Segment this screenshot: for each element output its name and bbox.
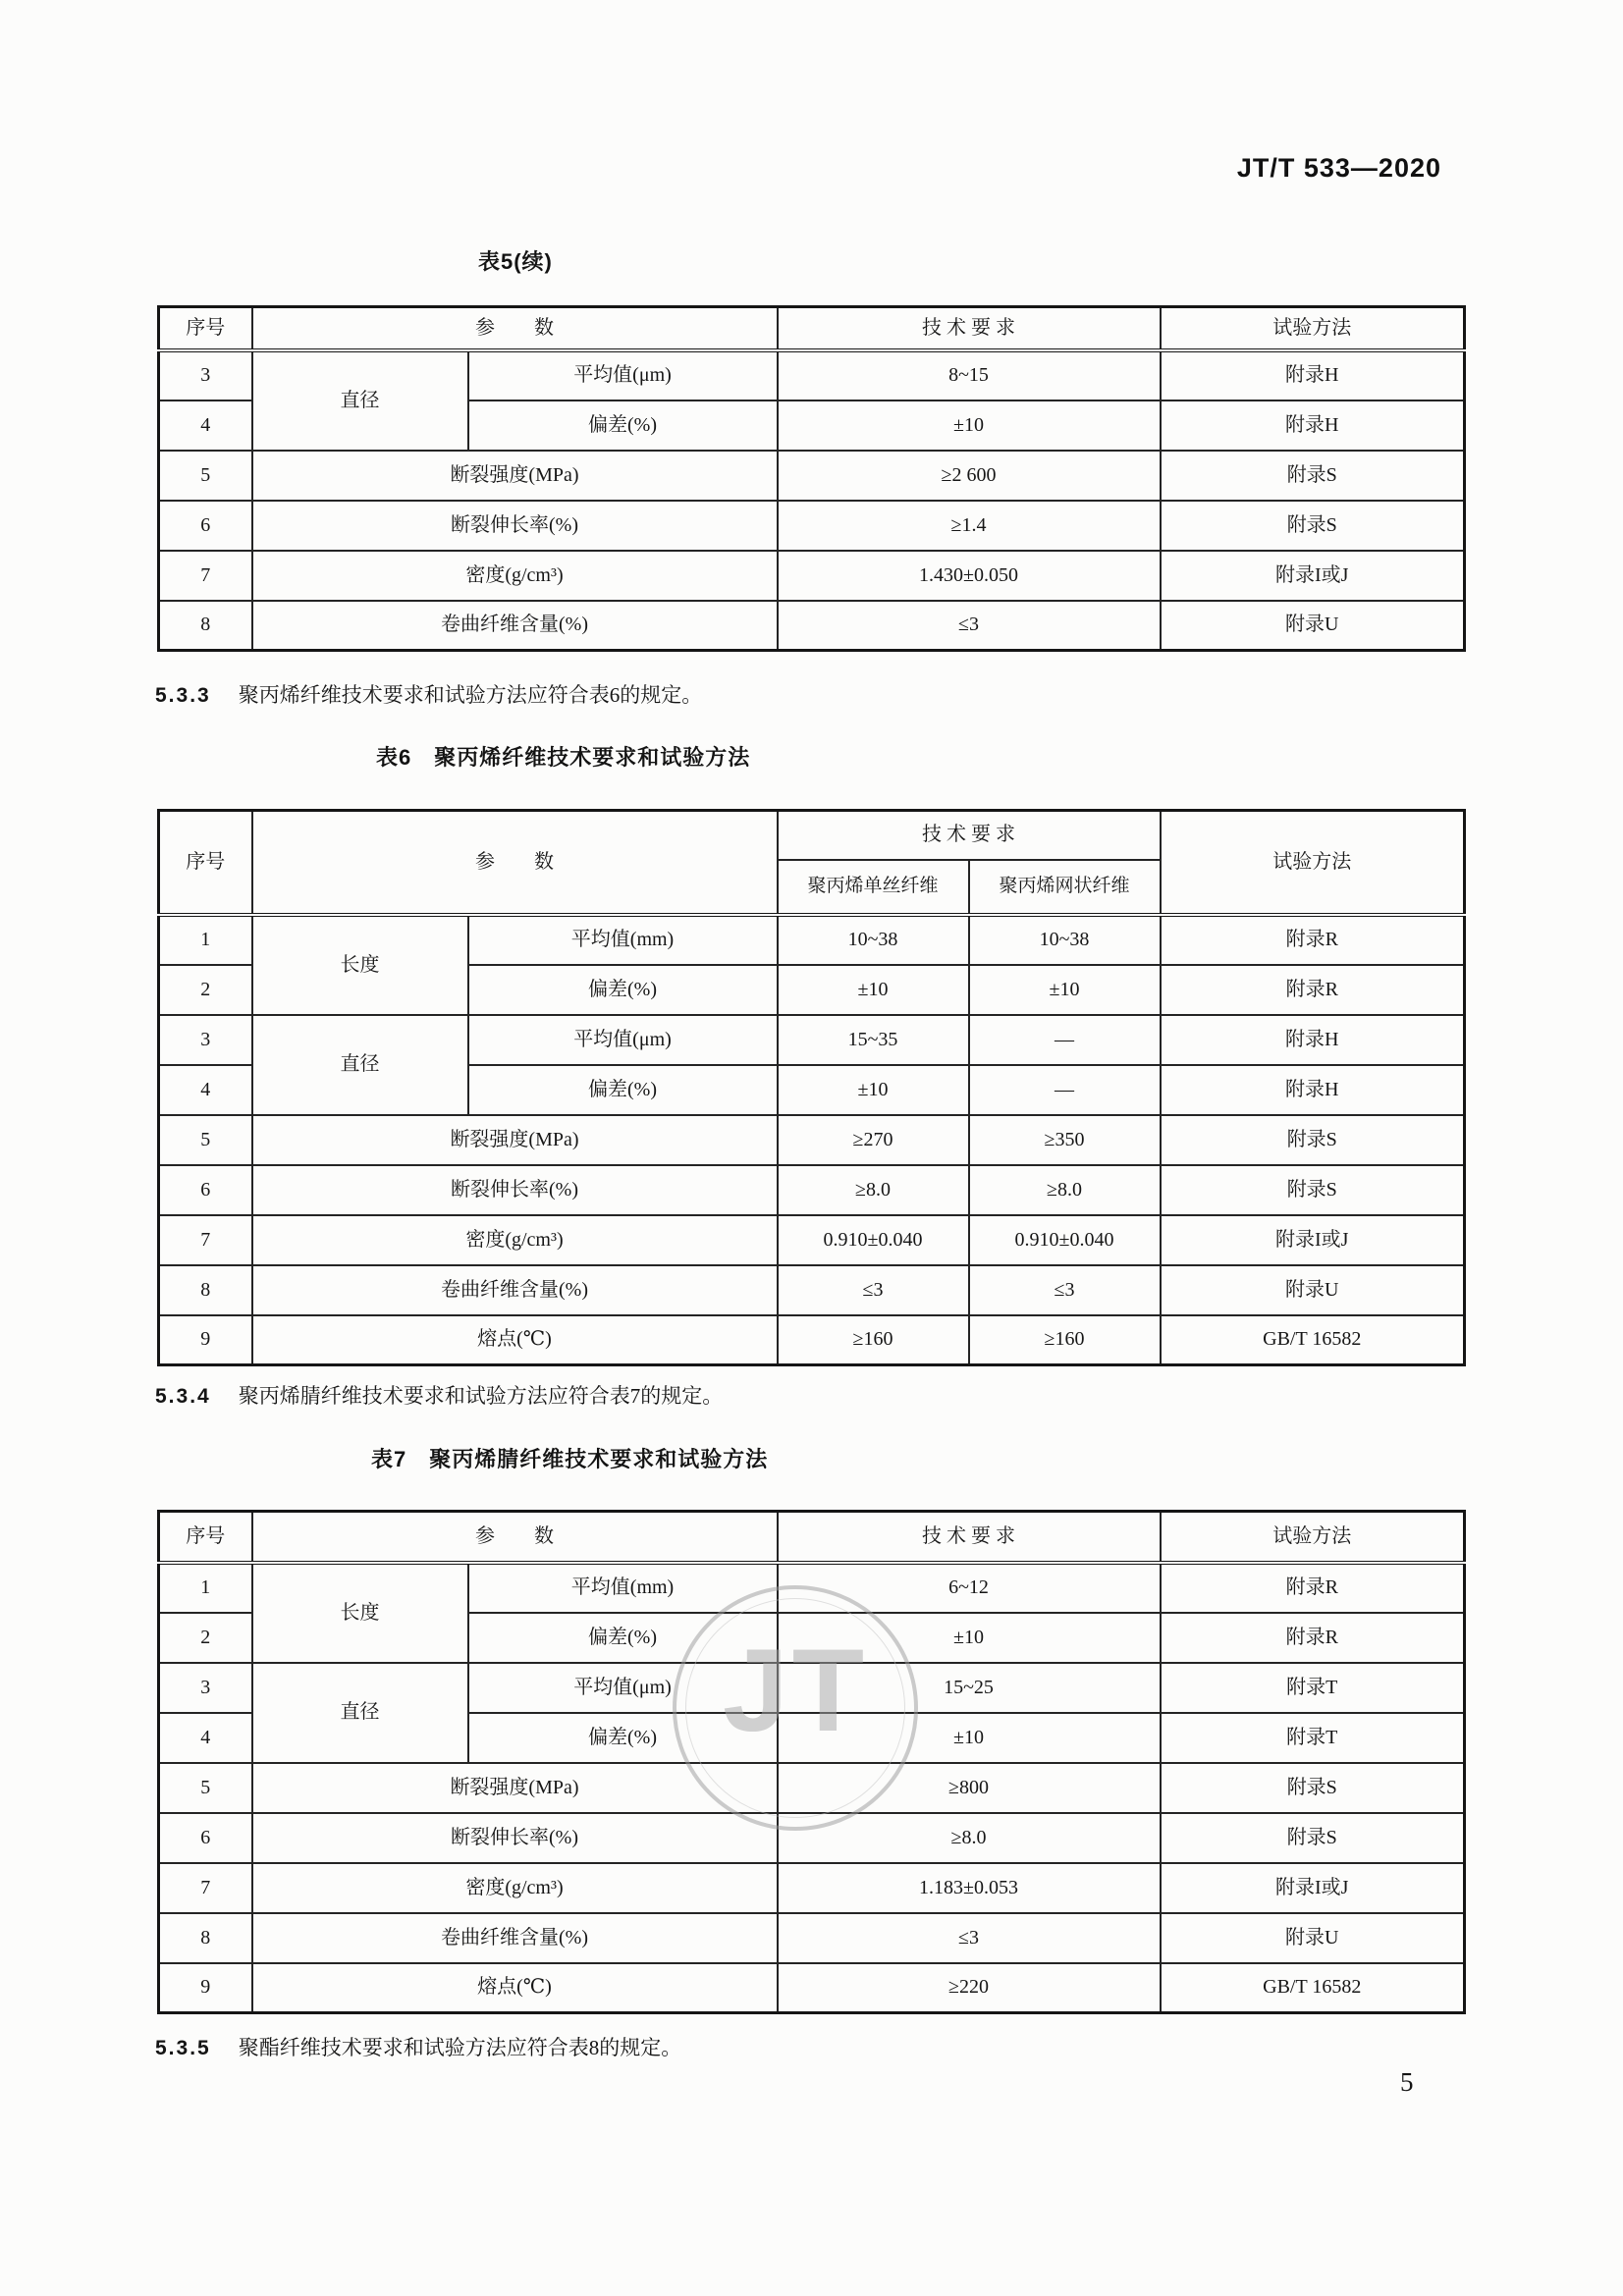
cell-req: ±10 xyxy=(778,1613,1161,1663)
col-header-param: 参 数 xyxy=(252,307,778,350)
table7 xyxy=(157,1510,1466,2014)
cell-param: 卷曲纤维含量(%) xyxy=(252,1913,778,1963)
cell-method: 附录S xyxy=(1161,1813,1465,1863)
cell-req1: ±10 xyxy=(778,1065,969,1115)
clause-text: 聚酯纤维技术要求和试验方法应符合表8的规定。 xyxy=(238,2036,682,2059)
cell-param: 平均值(mm) xyxy=(468,915,778,965)
col-header-no: 序号 xyxy=(159,1512,252,1563)
col-subheader-mesh: 聚丙烯网状纤维 xyxy=(969,860,1161,915)
seal-text: JT xyxy=(722,1625,869,1756)
cell-method: 附录H xyxy=(1161,350,1465,400)
col-header-no: 序号 xyxy=(159,811,252,915)
cell-req2: — xyxy=(969,1015,1161,1065)
cell-req: ≥800 xyxy=(778,1763,1161,1813)
cell-method: 附录T xyxy=(1161,1713,1465,1763)
table-row xyxy=(159,1563,1465,1613)
cell-no: 2 xyxy=(159,1613,252,1663)
cell-method: 附录U xyxy=(1161,1913,1465,1963)
cell-method: 附录I或J xyxy=(1161,1863,1465,1913)
table-header-row xyxy=(159,811,1465,860)
clause-text: 聚丙烯纤维技术要求和试验方法应符合表6的规定。 xyxy=(238,683,703,707)
cell-param: 断裂伸长率(%) xyxy=(252,1165,778,1215)
cell-req: ≥1.4 xyxy=(778,501,1161,551)
cell-no: 6 xyxy=(159,1165,252,1215)
cell-method: 附录U xyxy=(1161,1265,1465,1315)
cell-no: 5 xyxy=(159,1763,252,1813)
cell-param: 密度(g/cm³) xyxy=(252,1215,778,1265)
cell-req1: 0.910±0.040 xyxy=(778,1215,969,1265)
cell-req1: ±10 xyxy=(778,965,969,1015)
clause-text: 聚丙烯腈纤维技术要求和试验方法应符合表7的规定。 xyxy=(238,1384,724,1408)
cell-req: 6~12 xyxy=(778,1563,1161,1613)
cell-method: 附录R xyxy=(1161,1613,1465,1663)
cell-group: 直径 xyxy=(252,350,468,451)
cell-no: 7 xyxy=(159,551,252,601)
cell-no: 4 xyxy=(159,1065,252,1115)
cell-group: 直径 xyxy=(252,1663,468,1763)
cell-method: 附录S xyxy=(1161,1165,1465,1215)
cell-method: 附录T xyxy=(1161,1663,1465,1713)
cell-method: 附录S xyxy=(1161,1115,1465,1165)
cell-no: 2 xyxy=(159,965,252,1015)
table-row xyxy=(159,1963,1465,2013)
standard-code: JT/T 533—2020 xyxy=(1236,153,1441,183)
cell-no: 9 xyxy=(159,1963,252,2013)
col-header-param: 参 数 xyxy=(252,1512,778,1563)
cell-param: 平均值(mm) xyxy=(468,1563,778,1613)
cell-param: 断裂伸长率(%) xyxy=(252,1813,778,1863)
cell-req2: ≤3 xyxy=(969,1265,1161,1315)
table-row xyxy=(159,1315,1465,1365)
table6-title: 表6 聚丙烯纤维技术要求和试验方法 xyxy=(376,745,751,770)
cell-no: 4 xyxy=(159,400,252,451)
cell-param: 密度(g/cm³) xyxy=(252,551,778,601)
cell-no: 8 xyxy=(159,601,252,651)
col-header-req: 技 术 要 求 xyxy=(778,811,1161,860)
cell-method: 附录I或J xyxy=(1161,551,1465,601)
col-header-method: 试验方法 xyxy=(1161,811,1465,915)
cell-param: 卷曲纤维含量(%) xyxy=(252,1265,778,1315)
cell-no: 5 xyxy=(159,451,252,501)
col-header-req: 技 术 要 求 xyxy=(778,1512,1161,1563)
table-row xyxy=(159,1115,1465,1165)
table-row xyxy=(159,501,1465,551)
table-row xyxy=(159,1015,1465,1065)
cell-method: 附录R xyxy=(1161,1563,1465,1613)
cell-req1: ≥8.0 xyxy=(778,1165,969,1215)
clause-number: 5.3.5 xyxy=(155,2037,211,2059)
cell-param: 偏差(%) xyxy=(468,1065,778,1115)
cell-param: 密度(g/cm³) xyxy=(252,1863,778,1913)
cell-no: 4 xyxy=(159,1713,252,1763)
table6 xyxy=(157,809,1466,1366)
cell-method: 附录R xyxy=(1161,915,1465,965)
cell-no: 7 xyxy=(159,1863,252,1913)
cell-req: 1.430±0.050 xyxy=(778,551,1161,601)
cell-req2: ≥8.0 xyxy=(969,1165,1161,1215)
clause-5-3-4 xyxy=(155,1380,723,1410)
cell-req1: ≤3 xyxy=(778,1265,969,1315)
cell-param: 断裂伸长率(%) xyxy=(252,501,778,551)
cell-no: 1 xyxy=(159,1563,252,1613)
col-header-method: 试验方法 xyxy=(1161,307,1465,350)
table-row xyxy=(159,1863,1465,1913)
cell-param: 卷曲纤维含量(%) xyxy=(252,601,778,651)
cell-no: 3 xyxy=(159,1663,252,1713)
cell-param: 平均值(μm) xyxy=(468,1663,778,1713)
cell-group: 直径 xyxy=(252,1015,468,1115)
table-row xyxy=(159,1265,1465,1315)
cell-method: 附录S xyxy=(1161,1763,1465,1813)
cell-param: 偏差(%) xyxy=(468,1713,778,1763)
cell-method: GB/T 16582 xyxy=(1161,1963,1465,2013)
table-row xyxy=(159,1813,1465,1863)
cell-no: 6 xyxy=(159,1813,252,1863)
cell-req: ≤3 xyxy=(778,1913,1161,1963)
table-row xyxy=(159,1763,1465,1813)
table5-title: 表5(续) xyxy=(478,249,553,274)
table-row xyxy=(159,601,1465,651)
cell-req1: ≥270 xyxy=(778,1115,969,1165)
table-header-row xyxy=(159,1512,1465,1563)
col-header-method: 试验方法 xyxy=(1161,1512,1465,1563)
table-row xyxy=(159,1215,1465,1265)
cell-no: 5 xyxy=(159,1115,252,1165)
col-header-param: 参 数 xyxy=(252,811,778,915)
cell-req: ±10 xyxy=(778,1713,1161,1763)
cell-group: 长度 xyxy=(252,915,468,1015)
cell-param: 熔点(℃) xyxy=(252,1315,778,1365)
cell-param: 熔点(℃) xyxy=(252,1963,778,2013)
col-header-no: 序号 xyxy=(159,307,252,350)
cell-req: ≥8.0 xyxy=(778,1813,1161,1863)
table-row xyxy=(159,1913,1465,1963)
table-row xyxy=(159,915,1465,965)
cell-req2: 10~38 xyxy=(969,915,1161,965)
cell-method: 附录I或J xyxy=(1161,1215,1465,1265)
cell-no: 3 xyxy=(159,350,252,400)
table-row xyxy=(159,350,1465,400)
cell-req2: ±10 xyxy=(969,965,1161,1015)
cell-req1: 10~38 xyxy=(778,915,969,965)
cell-req: 8~15 xyxy=(778,350,1161,400)
cell-param: 平均值(μm) xyxy=(468,1015,778,1065)
cell-req1: 15~35 xyxy=(778,1015,969,1065)
cell-group: 长度 xyxy=(252,1563,468,1663)
table-row xyxy=(159,1165,1465,1215)
clause-number: 5.3.3 xyxy=(155,684,211,707)
cell-method: 附录U xyxy=(1161,601,1465,651)
table5 xyxy=(157,305,1466,652)
table7-title: 表7 聚丙烯腈纤维技术要求和试验方法 xyxy=(371,1447,769,1471)
page-number: 5 xyxy=(1400,2067,1414,2097)
cell-no: 8 xyxy=(159,1265,252,1315)
cell-req: ±10 xyxy=(778,400,1161,451)
cell-method: 附录H xyxy=(1161,1015,1465,1065)
cell-param: 偏差(%) xyxy=(468,1613,778,1663)
cell-req2: 0.910±0.040 xyxy=(969,1215,1161,1265)
clause-number: 5.3.4 xyxy=(155,1385,211,1408)
cell-no: 6 xyxy=(159,501,252,551)
table-row xyxy=(159,551,1465,601)
cell-no: 3 xyxy=(159,1015,252,1065)
cell-req2: ≥160 xyxy=(969,1315,1161,1365)
clause-5-3-5 xyxy=(155,2032,681,2061)
cell-param: 断裂强度(MPa) xyxy=(252,1763,778,1813)
table-header-row xyxy=(159,307,1465,350)
col-subheader-monofilament: 聚丙烯单丝纤维 xyxy=(778,860,969,915)
cell-req: 15~25 xyxy=(778,1663,1161,1713)
cell-method: 附录S xyxy=(1161,501,1465,551)
cell-no: 8 xyxy=(159,1913,252,1963)
cell-param: 断裂强度(MPa) xyxy=(252,451,778,501)
cell-req: ≥220 xyxy=(778,1963,1161,2013)
clause-5-3-3 xyxy=(155,679,702,709)
table-row xyxy=(159,451,1465,501)
cell-method: 附录H xyxy=(1161,400,1465,451)
cell-param: 偏差(%) xyxy=(468,965,778,1015)
cell-req1: ≥160 xyxy=(778,1315,969,1365)
col-header-req: 技 术 要 求 xyxy=(778,307,1161,350)
cell-req2: ≥350 xyxy=(969,1115,1161,1165)
cell-param: 断裂强度(MPa) xyxy=(252,1115,778,1165)
table-row xyxy=(159,1663,1465,1713)
cell-req: ≥2 600 xyxy=(778,451,1161,501)
cell-no: 9 xyxy=(159,1315,252,1365)
cell-method: 附录H xyxy=(1161,1065,1465,1115)
cell-param: 平均值(μm) xyxy=(468,350,778,400)
cell-param: 偏差(%) xyxy=(468,400,778,451)
cell-req2: — xyxy=(969,1065,1161,1115)
cell-method: 附录R xyxy=(1161,965,1465,1015)
cell-no: 7 xyxy=(159,1215,252,1265)
cell-method: 附录S xyxy=(1161,451,1465,501)
cell-method: GB/T 16582 xyxy=(1161,1315,1465,1365)
cell-req: ≤3 xyxy=(778,601,1161,651)
cell-req: 1.183±0.053 xyxy=(778,1863,1161,1913)
cell-no: 1 xyxy=(159,915,252,965)
